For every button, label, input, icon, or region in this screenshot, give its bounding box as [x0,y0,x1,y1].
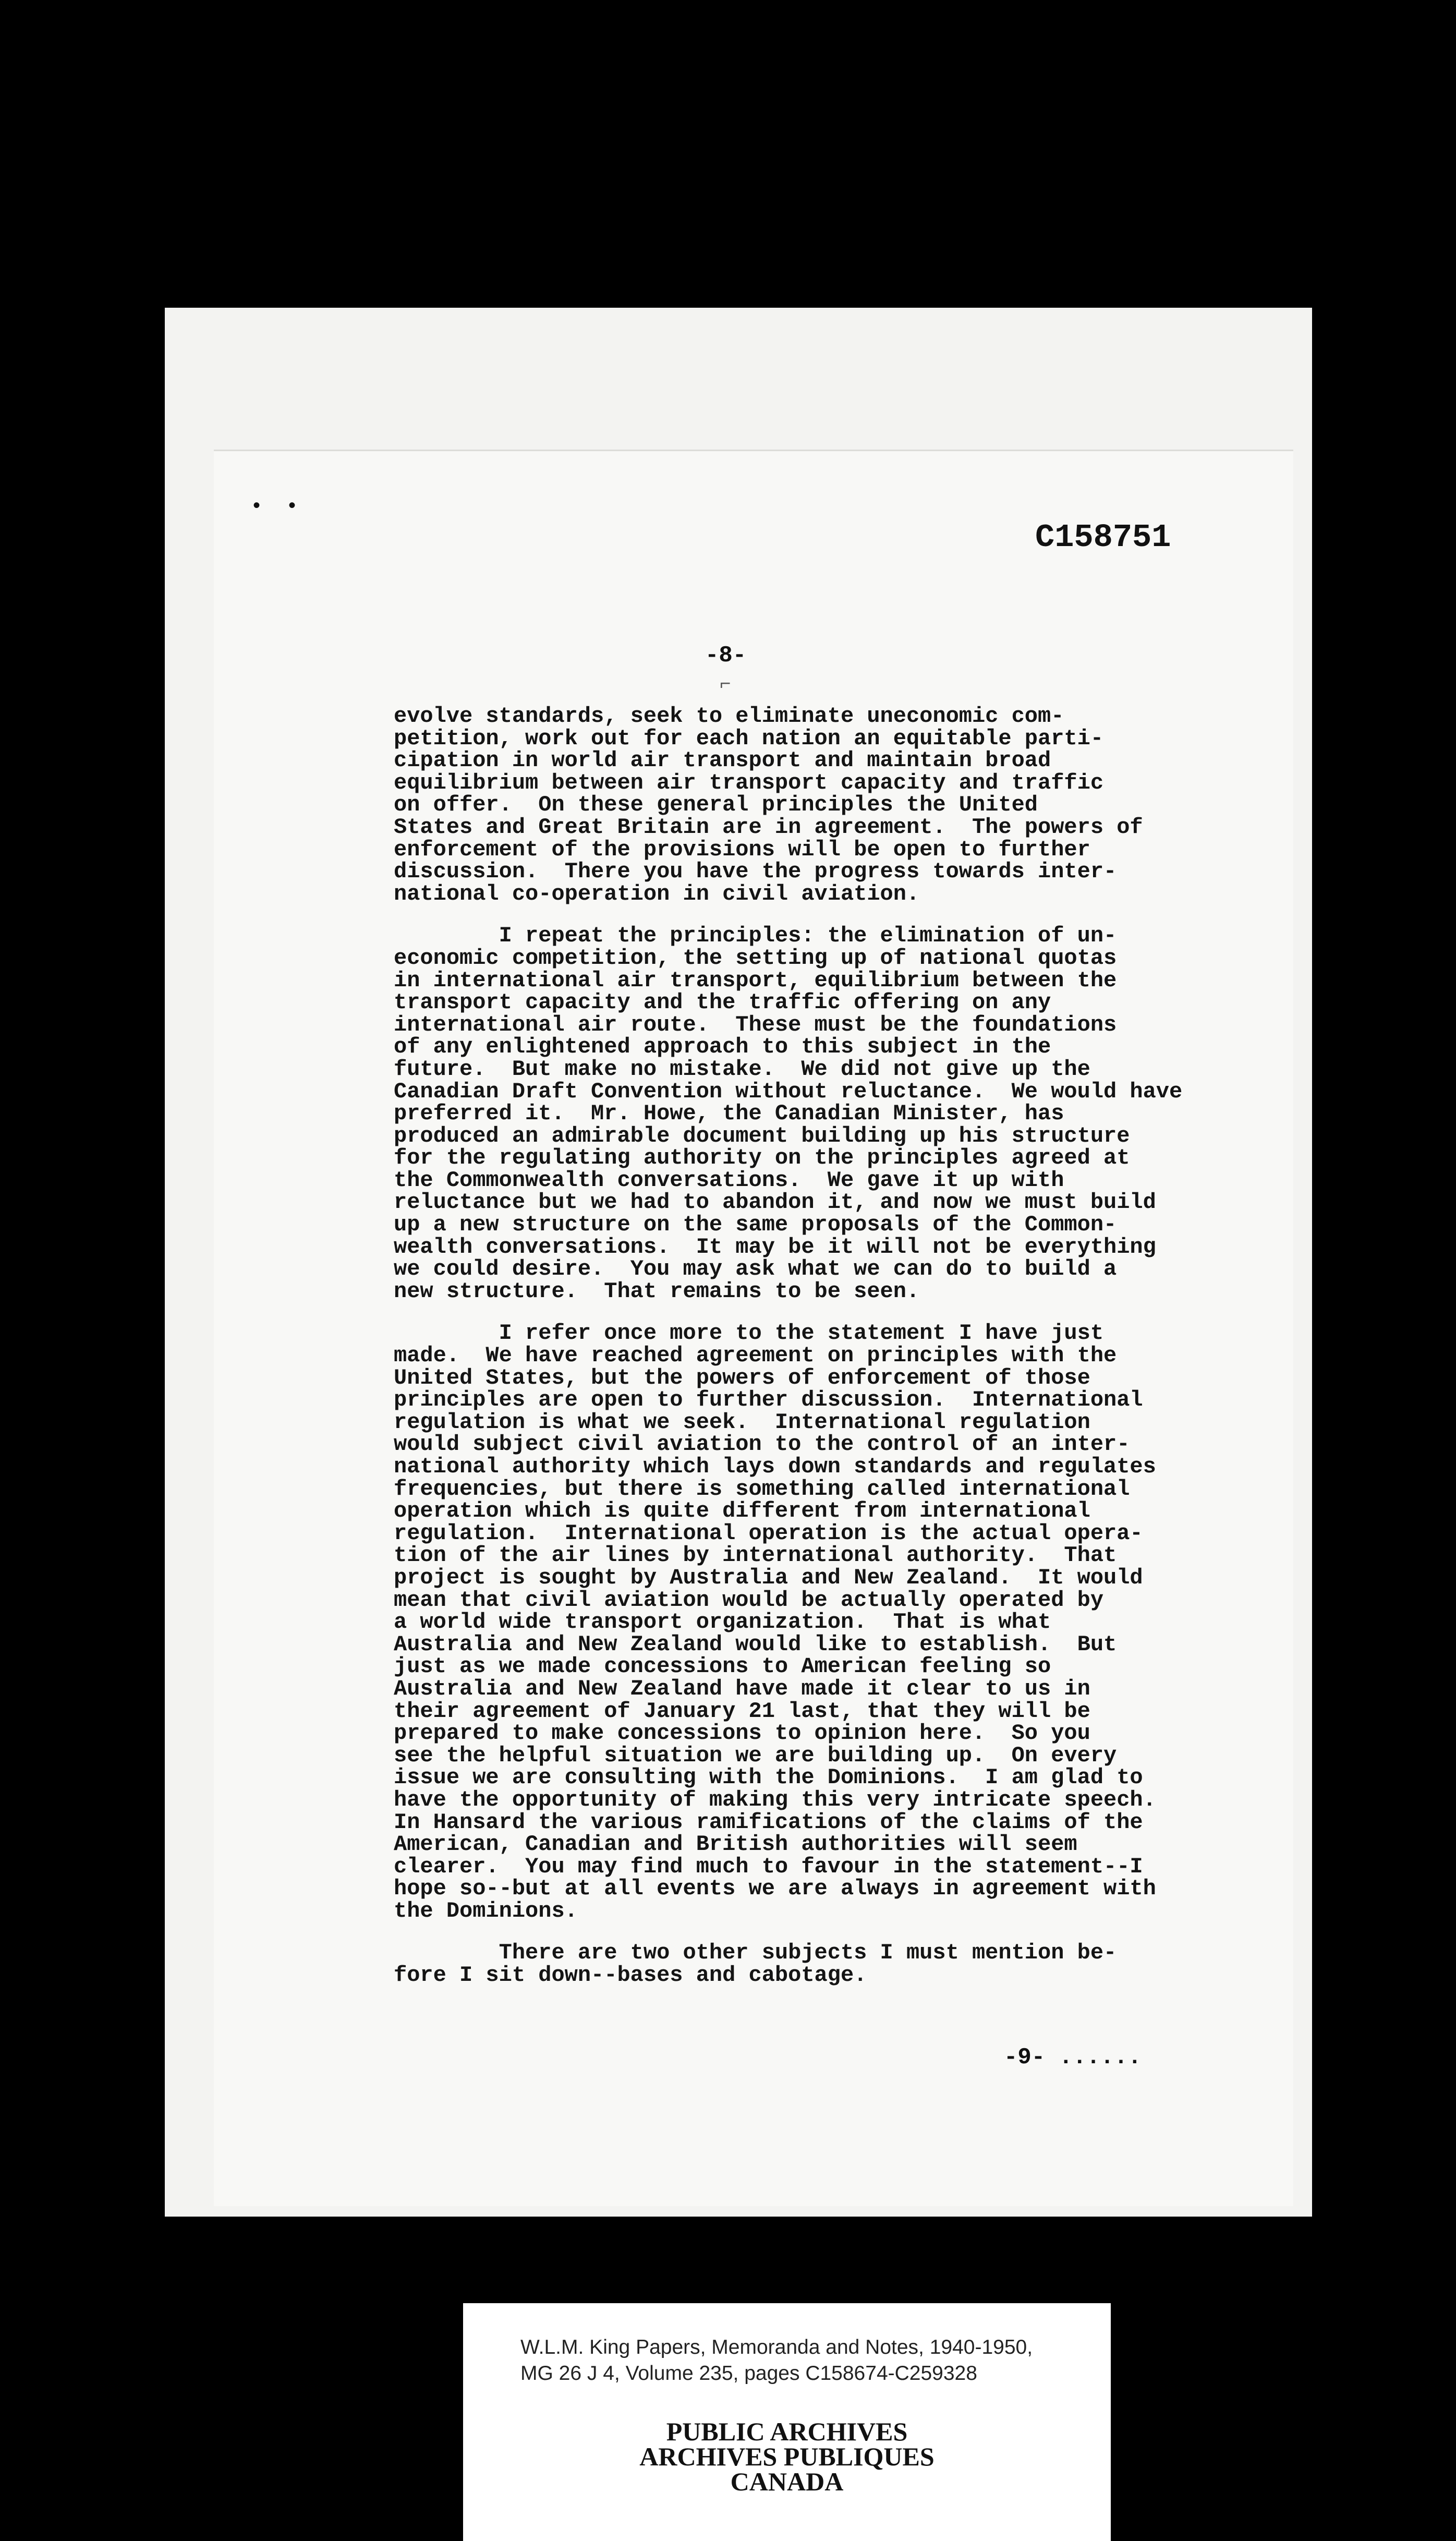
paragraph [394,1942,1186,1986]
document-body [394,705,1186,1987]
text-line: frequencies, but there is something called international [394,1476,1130,1502]
text-line: wealth conversations. It may be it will not be everything [394,1234,1156,1260]
stamp-line-2: ARCHIVES PUBLIQUES [639,2442,935,2471]
paragraph [394,925,1186,1302]
text-line: hope so--but at all events we are always in agreement with [394,1876,1156,1902]
paragraph-gap [394,1302,1186,1322]
text-line: regulation is what we seek. International regulation [394,1409,1090,1435]
text-line: see the helpful situation we are building up. On every [394,1743,1117,1768]
archive-label [463,2303,1111,2541]
text-line: the Commonwealth conversations. We gave it up with [394,1167,1064,1193]
margin-dots: • • [250,495,304,519]
text-line: up a new structure on the same proposals of the Common- [394,1212,1117,1238]
text-line: in international air transport, equilibrium between the [394,967,1117,993]
next-page-marker: -9- ...... [1004,2044,1142,2071]
archive-citation [520,2334,1094,2387]
text-line: There are two other subjects I must mention be- [394,1940,1117,1966]
text-line: transport capacity and the traffic offering on any [394,990,1051,1015]
text-line: mean that civil aviation would be actually operated by [394,1587,1104,1613]
text-line: I repeat the principles: the elimination of un- [394,923,1117,949]
text-line: project is sought by Australia and New Zealand. It would [394,1565,1143,1590]
text-line: a world wide transport organization. That is what [394,1610,1051,1635]
pencil-mark-icon: ⌐ [720,674,731,695]
text-line: their agreement of January 21 last, that they will be [394,1698,1090,1724]
text-line: new structure. That remains to be seen. [394,1278,920,1304]
text-line: regulation. International operation is the actual opera- [394,1520,1143,1546]
text-line: made. We have reached agreement on principles with the [394,1343,1117,1369]
text-line: prepared to make concessions to opinion here. So you [394,1721,1090,1746]
text-line: economic competition, the setting up of national quotas [394,945,1117,971]
text-line: petition, work out for each nation an equitable parti- [394,725,1104,751]
stamp-line-1: PUBLIC ARCHIVES [666,2417,908,2446]
paragraph-gap [394,905,1186,925]
paragraph-gap [394,1922,1186,1942]
text-line: tion of the air lines by international authority. That [394,1543,1117,1568]
stamp-line-3: CANADA [730,2467,844,2496]
paragraph [394,1322,1186,1922]
text-line: international air route. These must be the foundations [394,1012,1117,1037]
citation-line-2: MG 26 J 4, Volume 235, pages C158674-C259328 [520,2362,977,2385]
page-number: -8- [705,643,747,669]
text-line: national authority which lays down standards and regulates [394,1454,1156,1479]
text-line: principles are open to further discussion. International [394,1387,1143,1413]
text-line: preferred it. Mr. Howe, the Canadian Minister, has [394,1101,1064,1127]
text-line: national co-operation in civil aviation. [394,881,920,906]
text-line: reluctance but we had to abandon it, and now we must build [394,1190,1156,1215]
text-line: States and Great Britain are in agreement. The powers of [394,814,1143,840]
text-line: equilibrium between air transport capacity and traffic [394,770,1104,795]
text-line: the Dominions. [394,1898,578,1923]
document-id: C158751 [1035,519,1171,556]
text-line: Australia and New Zealand would like to establish. But [394,1631,1117,1657]
text-line: we could desire. You may ask what we can do to build a [394,1256,1117,1282]
text-line: would subject civil aviation to the control of an inter- [394,1432,1130,1457]
text-line: for the regulating authority on the principles agreed at [394,1145,1130,1171]
text-line: Canadian Draft Convention without reluctance. We would have [394,1079,1183,1104]
text-line: American, Canadian and British authorities will seem [394,1832,1077,1857]
text-line: Australia and New Zealand have made it clear to us in [394,1676,1090,1701]
text-line: have the opportunity of making this very intricate speech. [394,1787,1156,1812]
paragraph [394,705,1186,905]
text-line: enforcement of the provisions will be open to further [394,837,1090,862]
archive-stamp [463,2419,1111,2494]
text-line: issue we are consulting with the Dominions. I am glad to [394,1765,1143,1790]
text-line: produced an admirable document building up his structure [394,1123,1130,1148]
text-line: fore I sit down--bases and cabotage. [394,1963,867,1988]
text-line: future. But make no mistake. We did not give up the [394,1056,1090,1082]
text-line: In Hansard the various ramifications of the claims of the [394,1809,1143,1835]
text-line: of any enlightened approach to this subject in the [394,1034,1051,1060]
text-line: operation which is quite different from international [394,1498,1090,1524]
text-line: cipation in world air transport and maintain broad [394,748,1051,773]
text-line: United States, but the powers of enforcement of those [394,1365,1090,1390]
citation-line-1: W.L.M. King Papers, Memoranda and Notes, 1940-1950, [520,2336,1033,2358]
text-line: discussion. There you have the progress towards inter- [394,859,1117,885]
text-line: evolve standards, seek to eliminate uneconomic com- [394,704,1064,729]
text-line: I refer once more to the statement I have just [394,1321,1104,1346]
text-line: on offer. On these general principles the United [394,792,1038,818]
text-line: clearer. You may find much to favour in the statement--I [394,1854,1143,1879]
text-line: just as we made concessions to American feeling so [394,1654,1051,1679]
